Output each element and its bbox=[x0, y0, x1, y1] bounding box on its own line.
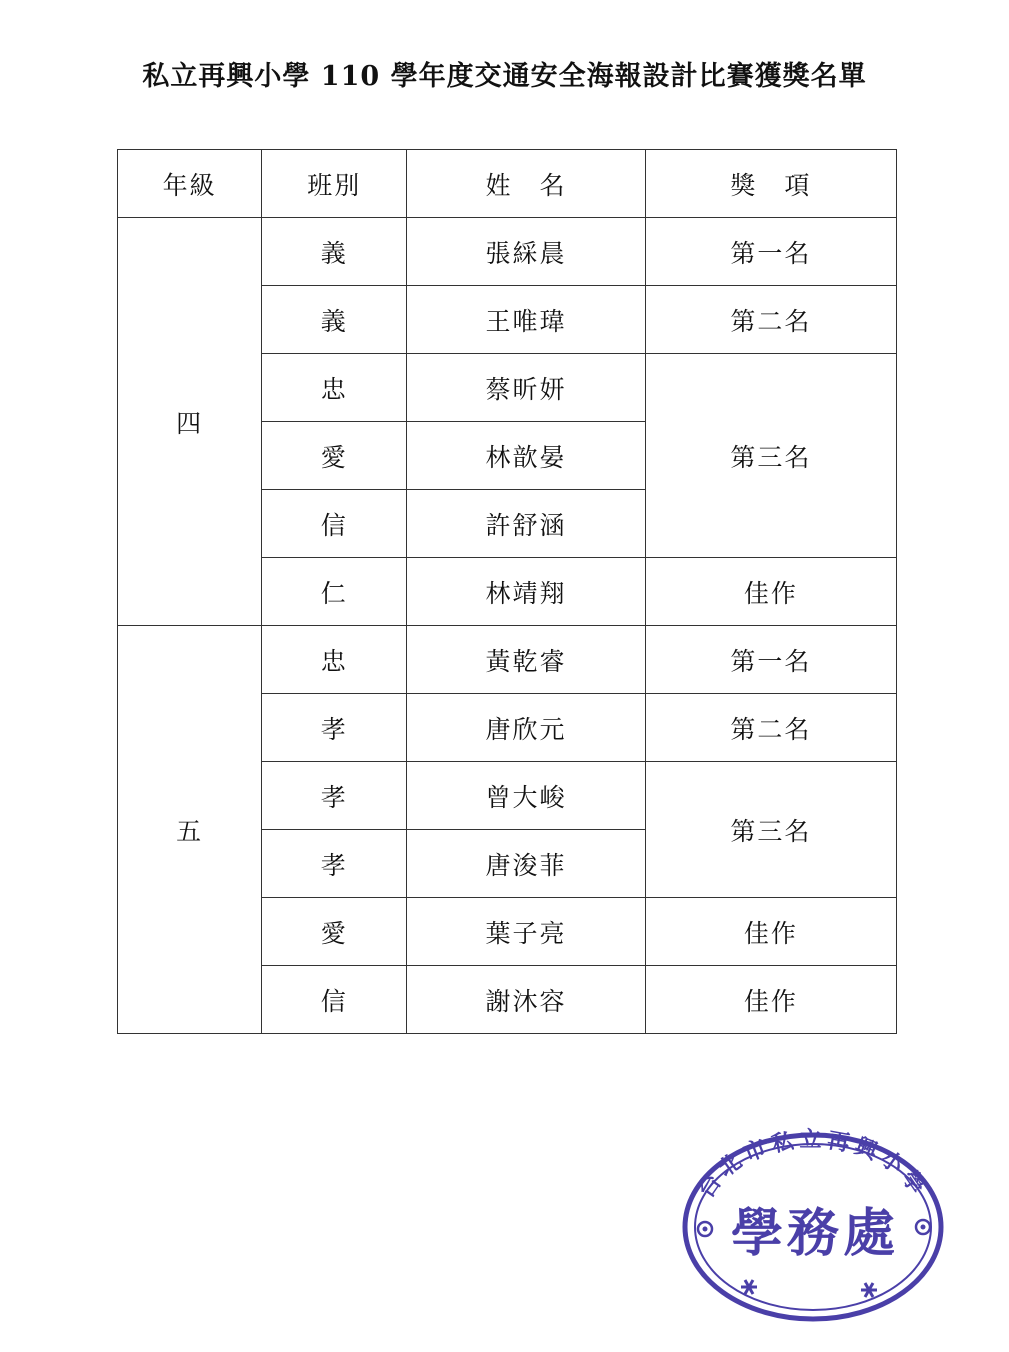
grade-cell: 四 bbox=[118, 218, 262, 626]
asterisk-icon bbox=[741, 1280, 757, 1294]
seal-outer-text: 台北市私立再興小學 bbox=[692, 1127, 934, 1203]
award-cell: 第二名 bbox=[645, 694, 896, 762]
class-cell: 義 bbox=[262, 286, 407, 354]
award-cell: 第一名 bbox=[645, 626, 896, 694]
class-cell: 信 bbox=[262, 490, 407, 558]
class-cell: 信 bbox=[262, 966, 407, 1034]
award-cell: 佳作 bbox=[645, 558, 896, 626]
name-cell: 黃乾睿 bbox=[407, 626, 645, 694]
name-cell: 唐欣元 bbox=[407, 694, 645, 762]
class-cell: 孝 bbox=[262, 830, 407, 898]
name-cell: 唐浚菲 bbox=[407, 830, 645, 898]
name-cell: 張綵晨 bbox=[407, 218, 645, 286]
class-cell: 愛 bbox=[262, 898, 407, 966]
table-row bbox=[118, 626, 897, 694]
svg-text:台北市私立再興小學 bbox=[693, 1127, 933, 1203]
name-cell: 葉子亮 bbox=[407, 898, 645, 966]
header-award: 獎 項 bbox=[645, 150, 896, 218]
class-cell: 孝 bbox=[262, 762, 407, 830]
name-cell: 林歆晏 bbox=[407, 422, 645, 490]
award-winners-table bbox=[117, 149, 897, 1034]
award-cell: 第一名 bbox=[645, 218, 896, 286]
table-header-row bbox=[118, 150, 897, 218]
asterisk-icon bbox=[861, 1283, 877, 1297]
award-cell: 佳作 bbox=[645, 898, 896, 966]
class-cell: 忠 bbox=[262, 354, 407, 422]
header-name: 姓 名 bbox=[407, 150, 645, 218]
award-cell: 第二名 bbox=[645, 286, 896, 354]
name-cell: 謝沐容 bbox=[407, 966, 645, 1034]
class-cell: 忠 bbox=[262, 626, 407, 694]
name-cell: 王唯瑋 bbox=[407, 286, 645, 354]
seal-graphic bbox=[679, 1127, 947, 1327]
award-cell: 第三名 bbox=[645, 354, 896, 558]
seal-main-text: 學務處 bbox=[730, 1203, 900, 1264]
flower-icon bbox=[698, 1222, 712, 1236]
name-cell: 蔡昕妍 bbox=[407, 354, 645, 422]
award-cell: 佳作 bbox=[645, 966, 896, 1034]
header-class: 班別 bbox=[262, 150, 407, 218]
header-grade: 年級 bbox=[118, 150, 262, 218]
class-cell: 仁 bbox=[262, 558, 407, 626]
class-cell: 孝 bbox=[262, 694, 407, 762]
class-cell: 義 bbox=[262, 218, 407, 286]
table-row bbox=[118, 218, 897, 286]
document-title: 私立再興小學 110 學年度交通安全海報設計比賽獲獎名單 bbox=[142, 61, 867, 92]
school-seal-stamp bbox=[679, 1127, 947, 1327]
name-cell: 許舒涵 bbox=[407, 490, 645, 558]
name-cell: 林靖翔 bbox=[407, 558, 645, 626]
award-cell: 第三名 bbox=[645, 762, 896, 898]
grade-cell: 五 bbox=[118, 626, 262, 1034]
flower-icon bbox=[916, 1220, 930, 1234]
class-cell: 愛 bbox=[262, 422, 407, 490]
name-cell: 曾大峻 bbox=[407, 762, 645, 830]
